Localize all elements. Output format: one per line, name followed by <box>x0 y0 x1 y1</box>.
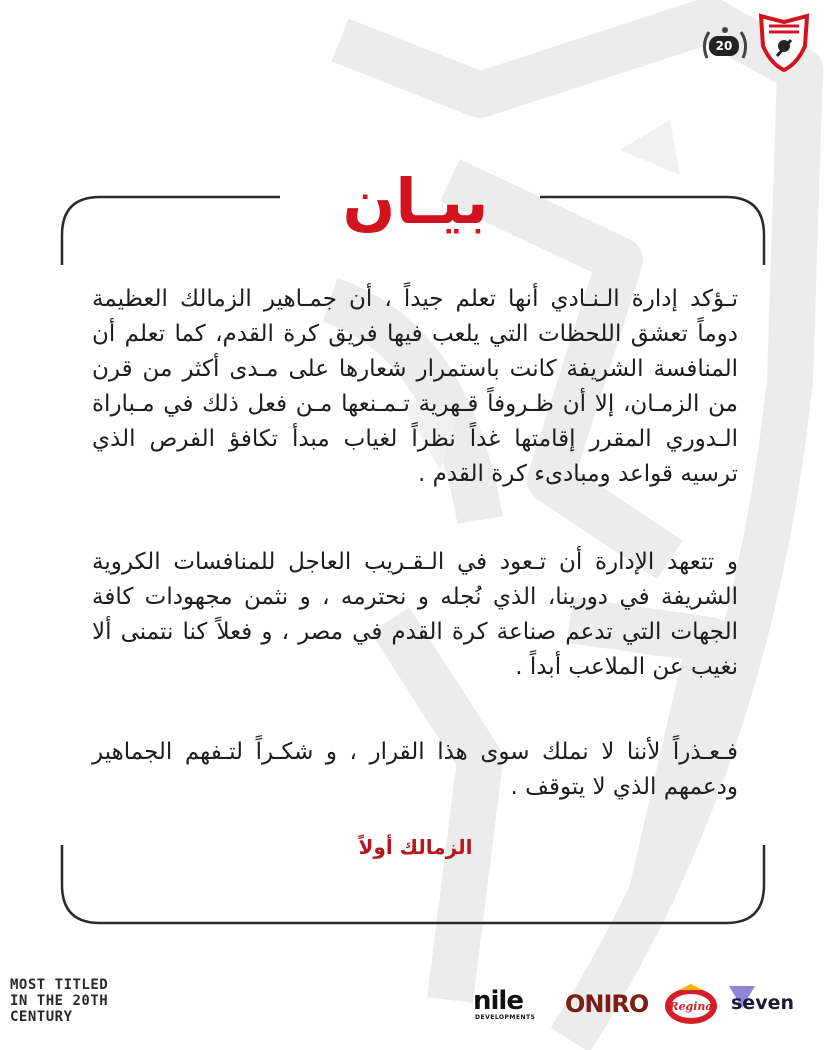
footer-tagline <box>10 977 108 1025</box>
regina-emblem-icon <box>661 982 721 1028</box>
statement-title: بيـان <box>342 165 489 238</box>
header-logos <box>701 12 821 74</box>
sponsor-logos <box>473 982 813 1028</box>
regina-logo-text: Regina <box>669 1000 713 1013</box>
regina-logo <box>661 982 721 1028</box>
zamalek-crest-logo <box>757 12 811 72</box>
nile-logo-text: nile <box>473 986 523 1016</box>
laurel-20-badge <box>701 26 749 66</box>
nile-developments-logo <box>473 982 561 1028</box>
footer-line: CENTURY <box>10 1009 73 1025</box>
statement-paragraph-2: و تتعهد الإدارة أن تـعود في الـقـريب العاجل للمنافسات الكروية الشريفة في دورينا، الذي نُجله و نحترمه ، و نثمن مجهودات كافة الجهات التي تدعم صناعة كرة القدم في مصر ، و فعلاً كنا نتمنى ألا نغيب عن الملاعب أبداً . <box>92 549 738 680</box>
seven-logo <box>727 982 813 1028</box>
footer-line: MOST TITLED <box>10 977 109 993</box>
statement-paragraph-3: فـعـذراً لأننا لا نملك سوى هذا القرار ، و شكـراً لتـفهم الجماهير ودعمهم الذي لا يتوقف . <box>92 739 738 800</box>
statement-paragraph-1: تـؤكد إدارة الـنـادي أنها تعلم جيداً ، أن جمـاهير الزمالك العظيمة دوماً تعشق اللحظات التي يلعب فيها فريق كرة القدم، كما تعلم أن المنافسة الشريفة كانت باستمرار شعارها على مـدى أكثر من قرن من الزمـان، إلا أن ظـروفاً قـهرية تـمـنعها مـن فعل ذلك في مـباراة الـدوري المقرر إقامتها غداً نظراً لغياب مبدأ تكافؤ الفرص الذي ترسيه قواعد ومبادىء كرة القدم . <box>92 286 738 487</box>
statement-signature: الزمالك أولاً <box>358 835 473 859</box>
oniro-logo-text: ONIRO <box>565 990 649 1018</box>
footer-line: IN THE 20TH <box>10 993 109 1009</box>
badge-number: 20 <box>709 36 739 56</box>
nile-logo-subtext: DEVELOPMENTS <box>475 1014 536 1021</box>
seven-logo-text: seven <box>731 992 794 1014</box>
oniro-logo <box>565 982 657 1028</box>
